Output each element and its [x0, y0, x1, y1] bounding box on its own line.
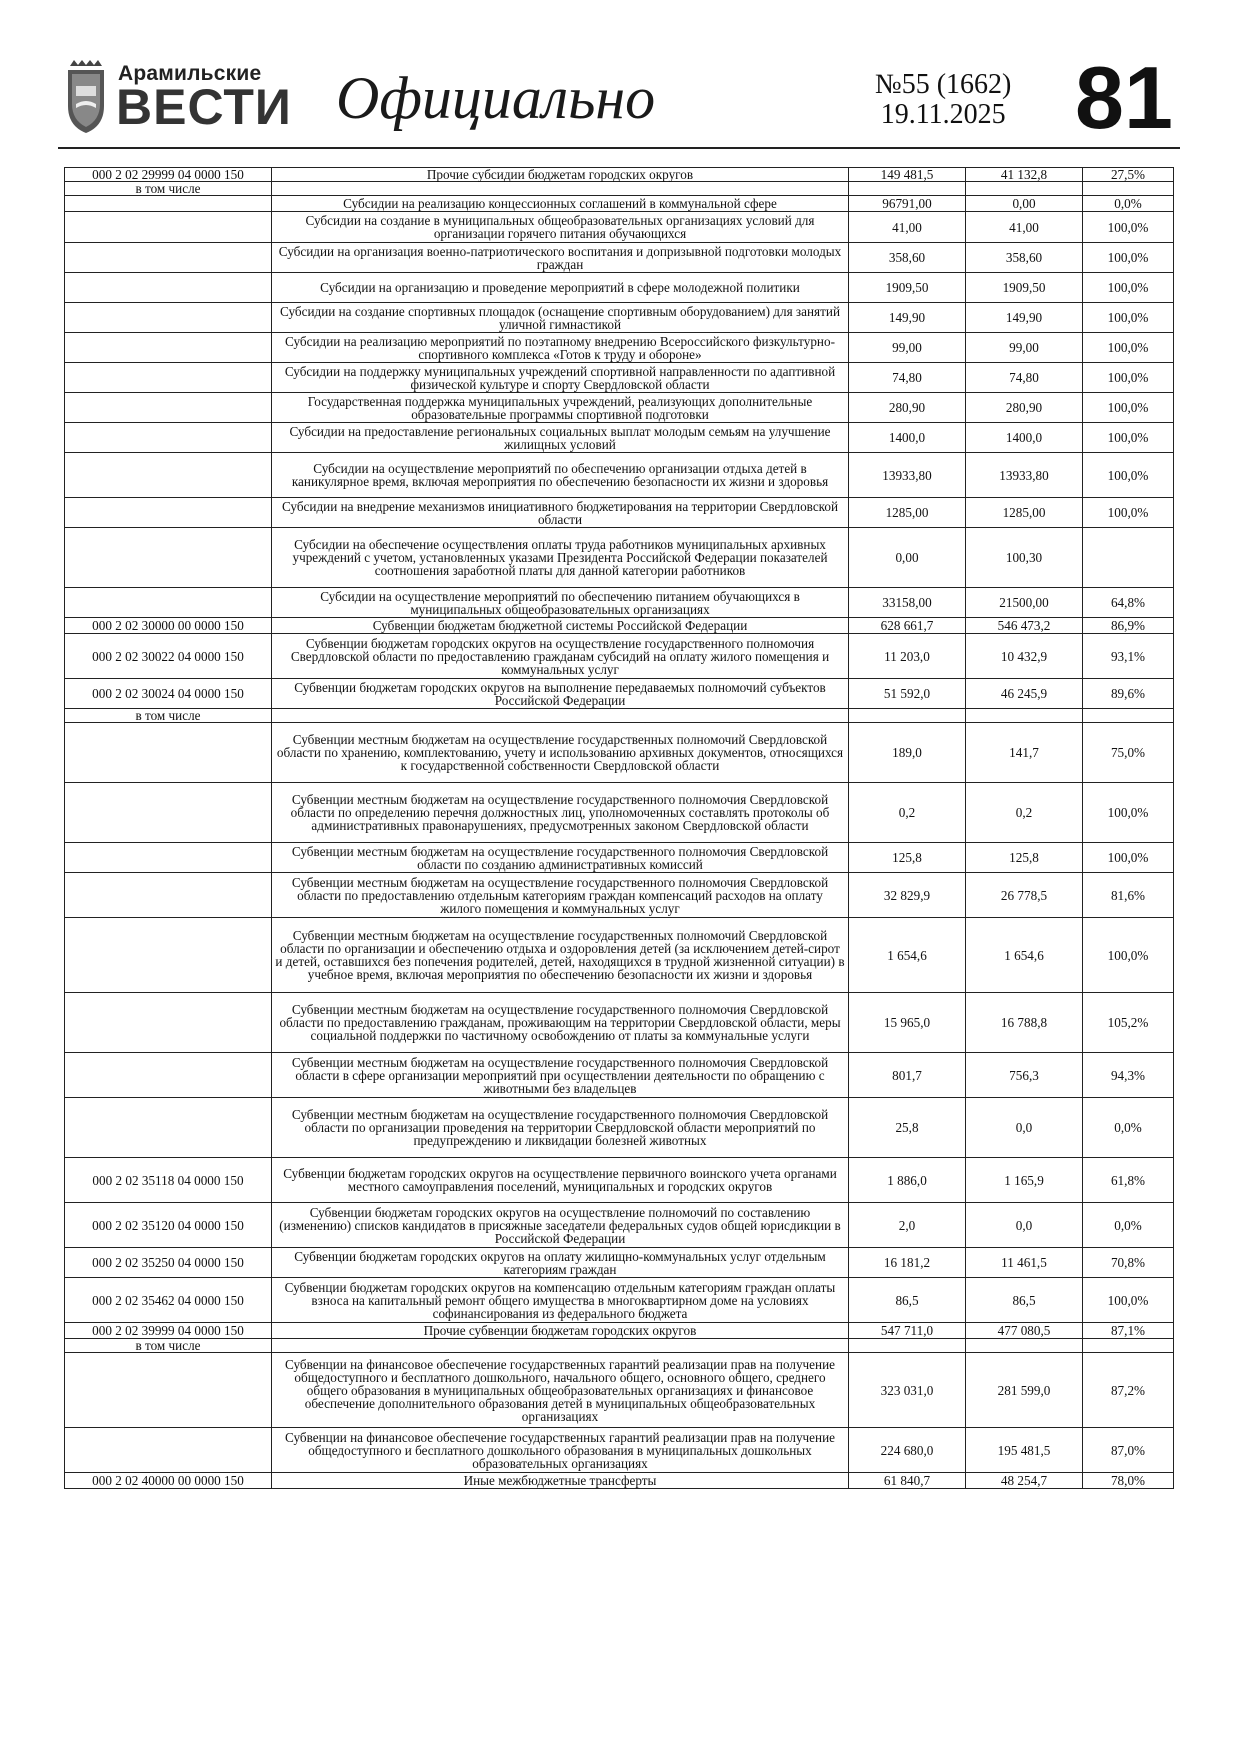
cell-pct: 105,2%	[1083, 993, 1174, 1053]
cell-pct: 89,6%	[1083, 679, 1174, 709]
cell-pct: 100,0%	[1083, 273, 1174, 303]
cell-v1: 86,5	[849, 1278, 966, 1323]
cell-code	[65, 918, 272, 993]
table-row	[65, 618, 1174, 634]
table-row	[65, 679, 1174, 709]
cell-pct: 94,3%	[1083, 1053, 1174, 1098]
cell-name: Субсидии на обеспечение осуществления оплаты труда работников муниципальных архивных учреждений с учетом, установленных указами Президента Российской Федерации показателей соотношения заработной платы для данной категории работников	[272, 528, 849, 588]
city-emblem-icon	[64, 60, 108, 134]
cell-v2: 41 132,8	[966, 168, 1083, 182]
table-row	[65, 709, 1174, 723]
cell-v2: 13933,80	[966, 453, 1083, 498]
cell-v2: 1400,0	[966, 423, 1083, 453]
cell-code: 000 2 02 29999 04 0000 150	[65, 168, 272, 182]
cell-v1: 61 840,7	[849, 1473, 966, 1489]
cell-v2: 125,8	[966, 843, 1083, 873]
table-row	[65, 918, 1174, 993]
cell-pct: 0,0%	[1083, 1098, 1174, 1158]
cell-v1: 16 181,2	[849, 1248, 966, 1278]
cell-pct: 81,6%	[1083, 873, 1174, 918]
cell-name: Субвенции местным бюджетам на осуществление государственного полномочия Свердловской области по организации проведения на территории Свердловской области мероприятий по предупреждению и ликвидации болезней животных	[272, 1098, 849, 1158]
table-row	[65, 843, 1174, 873]
cell-pct: 87,0%	[1083, 1428, 1174, 1473]
cell-v2: 141,7	[966, 723, 1083, 783]
cell-code: 000 2 02 35120 04 0000 150	[65, 1203, 272, 1248]
cell-v2: 46 245,9	[966, 679, 1083, 709]
cell-pct: 87,1%	[1083, 1323, 1174, 1339]
cell-code	[65, 783, 272, 843]
table-row	[65, 873, 1174, 918]
cell-name: Субвенции бюджетам городских округов на осуществление первичного воинского учета органами местного самоуправления поселений, муниципальных и городских округов	[272, 1158, 849, 1203]
table-row	[65, 1353, 1174, 1428]
cell-v1: 801,7	[849, 1053, 966, 1098]
cell-pct: 93,1%	[1083, 634, 1174, 679]
cell-v2: 0,0	[966, 1098, 1083, 1158]
issue-date: 19.11.2025	[880, 99, 1006, 130]
table-row	[65, 212, 1174, 243]
cell-v2: 280,90	[966, 393, 1083, 423]
cell-pct: 100,0%	[1083, 333, 1174, 363]
cell-code: 000 2 02 40000 00 0000 150	[65, 1473, 272, 1489]
cell-name: Субвенции бюджетам городских округов на компенсацию отдельным категориям граждан оплаты взноса на капитальный ремонт общего имущества в многоквартирном доме на условиях софинансирования из федерального бюджета	[272, 1278, 849, 1323]
cell-v1: 358,60	[849, 243, 966, 273]
cell-v1: 41,00	[849, 212, 966, 243]
cell-pct: 100,0%	[1083, 303, 1174, 333]
cell-v1: 149,90	[849, 303, 966, 333]
cell-name: Субвенции бюджетам городских округов на выполнение передаваемых полномочий субъектов Российской Федерации	[272, 679, 849, 709]
cell-v1: 323 031,0	[849, 1353, 966, 1428]
cell-code	[65, 303, 272, 333]
cell-v2: 1 654,6	[966, 918, 1083, 993]
cell-name: Субвенции на финансовое обеспечение государственных гарантий реализации прав на получение общедоступного и бесплатного дошкольного, начального общего, основного общего, среднего общего образования в муниципальных общеобразовательных организациях и финансовое обеспечение дополнительного образования детей в муниципальных общеобразовательных организациях	[272, 1353, 849, 1428]
cell-v1: 1 654,6	[849, 918, 966, 993]
cell-code: в том числе	[65, 709, 272, 723]
cell-v2: 1909,50	[966, 273, 1083, 303]
table-row	[65, 1428, 1174, 1473]
cell-name	[272, 182, 849, 196]
cell-v2: 195 481,5	[966, 1428, 1083, 1473]
cell-v1: 99,00	[849, 333, 966, 363]
cell-name: Субсидии на создание в муниципальных общеобразовательных организациях условий для организации горячего питания обучающихся	[272, 212, 849, 243]
cell-code	[65, 423, 272, 453]
cell-name: Субсидии на предоставление региональных социальных выплат молодым семьям на улучшение жилищных условий	[272, 423, 849, 453]
cell-pct: 86,9%	[1083, 618, 1174, 634]
cell-v1: 32 829,9	[849, 873, 966, 918]
cell-v2: 281 599,0	[966, 1353, 1083, 1428]
cell-code: 000 2 02 30024 04 0000 150	[65, 679, 272, 709]
table-row	[65, 1248, 1174, 1278]
cell-code: в том числе	[65, 182, 272, 196]
cell-name: Субсидии на реализацию мероприятий по поэтапному внедрению Всероссийского физкультурно-спортивного комплекса «Готов к труду и обороне»	[272, 333, 849, 363]
cell-pct: 100,0%	[1083, 212, 1174, 243]
budget-table-body	[65, 168, 1174, 1489]
cell-name: Субсидии на организацию и проведение мероприятий в сфере молодежной политики	[272, 273, 849, 303]
cell-pct: 100,0%	[1083, 783, 1174, 843]
cell-v2: 41,00	[966, 212, 1083, 243]
cell-name: Субвенции местным бюджетам на осуществление государственного полномочия Свердловской области в сфере организации мероприятий при осуществлении деятельности по обращению с животными без владельцев	[272, 1053, 849, 1098]
table-row	[65, 1053, 1174, 1098]
cell-v2: 1 165,9	[966, 1158, 1083, 1203]
table-row	[65, 1323, 1174, 1339]
cell-v2	[966, 709, 1083, 723]
cell-v1: 1400,0	[849, 423, 966, 453]
cell-pct: 100,0%	[1083, 1278, 1174, 1323]
cell-v1: 74,80	[849, 363, 966, 393]
cell-v2: 48 254,7	[966, 1473, 1083, 1489]
cell-name: Субсидии на реализацию концессионных соглашений в коммунальной сфере	[272, 196, 849, 212]
issue-number: №55 (1662)	[875, 69, 1012, 100]
cell-pct	[1083, 182, 1174, 196]
cell-v2: 756,3	[966, 1053, 1083, 1098]
cell-pct	[1083, 528, 1174, 588]
cell-v1: 125,8	[849, 843, 966, 873]
masthead	[60, 50, 1180, 146]
cell-name	[272, 709, 849, 723]
cell-code: 000 2 02 30022 04 0000 150	[65, 634, 272, 679]
cell-v1: 1 886,0	[849, 1158, 966, 1203]
cell-pct: 100,0%	[1083, 918, 1174, 993]
cell-pct: 100,0%	[1083, 498, 1174, 528]
cell-v1: 33158,00	[849, 588, 966, 618]
cell-v1	[849, 709, 966, 723]
cell-name: Субвенции местным бюджетам на осуществление государственного полномочия Свердловской области по предоставлению гражданам, проживающим на территории Свердловской области, меры социальной поддержки по частичному освобождению от платы за коммунальные услуги	[272, 993, 849, 1053]
cell-code: в том числе	[65, 1339, 272, 1353]
cell-code	[65, 1053, 272, 1098]
cell-pct: 0,0%	[1083, 1203, 1174, 1248]
cell-name: Прочие субсидии бюджетам городских округов	[272, 168, 849, 182]
cell-name: Субсидии на осуществление мероприятий по обеспечению питанием обучающихся в муниципальных общеобразовательных организациях	[272, 588, 849, 618]
cell-name: Субсидии на создание спортивных площадок (оснащение спортивным оборудованием) для занятий уличной гимнастикой	[272, 303, 849, 333]
table-row	[65, 783, 1174, 843]
cell-v2: 74,80	[966, 363, 1083, 393]
cell-v2: 0,2	[966, 783, 1083, 843]
table-row	[65, 528, 1174, 588]
cell-pct: 100,0%	[1083, 243, 1174, 273]
cell-code	[65, 993, 272, 1053]
cell-v2: 86,5	[966, 1278, 1083, 1323]
cell-v2: 26 778,5	[966, 873, 1083, 918]
cell-name: Субсидии на осуществление мероприятий по обеспечению организации отдыха детей в каникулярное время, включая мероприятия по обеспечению безопасности их жизни и здоровья	[272, 453, 849, 498]
cell-v1	[849, 182, 966, 196]
cell-code	[65, 196, 272, 212]
cell-pct: 75,0%	[1083, 723, 1174, 783]
cell-pct: 70,8%	[1083, 1248, 1174, 1278]
table-row	[65, 333, 1174, 363]
table-row	[65, 182, 1174, 196]
cell-v2: 546 473,2	[966, 618, 1083, 634]
cell-v2: 99,00	[966, 333, 1083, 363]
cell-v1: 1909,50	[849, 273, 966, 303]
cell-pct: 78,0%	[1083, 1473, 1174, 1489]
cell-code: 000 2 02 39999 04 0000 150	[65, 1323, 272, 1339]
cell-name: Субвенции бюджетам городских округов на осуществление полномочий по составлению (изменению) списков кандидатов в присяжные заседатели федеральных судов общей юрисдикции в Российской Федерации	[272, 1203, 849, 1248]
cell-name: Субвенции местным бюджетам на осуществление государственных полномочий Свердловской области по организации и обеспечению отдыха и оздоровления детей (за исключением детей-сирот и детей, оставшихся без попечения родителей, детей, находящихся в трудной жизненной ситуации) в учебное время, включая мероприятия по обеспечению безопасности их жизни и здоровья	[272, 918, 849, 993]
cell-v1: 149 481,5	[849, 168, 966, 182]
cell-v2: 149,90	[966, 303, 1083, 333]
cell-code	[65, 873, 272, 918]
cell-v2: 0,0	[966, 1203, 1083, 1248]
table-row	[65, 423, 1174, 453]
cell-code	[65, 1353, 272, 1428]
cell-v1: 1285,00	[849, 498, 966, 528]
cell-v2: 21500,00	[966, 588, 1083, 618]
header-divider	[58, 147, 1180, 149]
cell-pct: 100,0%	[1083, 423, 1174, 453]
cell-pct	[1083, 1339, 1174, 1353]
cell-v2: 477 080,5	[966, 1323, 1083, 1339]
cell-code	[65, 453, 272, 498]
cell-v2	[966, 182, 1083, 196]
table-row	[65, 993, 1174, 1053]
cell-v1: 11 203,0	[849, 634, 966, 679]
table-row	[65, 1098, 1174, 1158]
section-title: Официально	[336, 65, 656, 131]
table-row	[65, 588, 1174, 618]
table-row	[65, 1203, 1174, 1248]
cell-pct: 61,8%	[1083, 1158, 1174, 1203]
cell-name: Прочие субвенции бюджетам городских округов	[272, 1323, 849, 1339]
cell-code	[65, 498, 272, 528]
cell-name: Субвенции бюджетам городских округов на оплату жилищно-коммунальных услуг отдельным категориям граждан	[272, 1248, 849, 1278]
cell-name: Субвенции бюджетам бюджетной системы Российской Федерации	[272, 618, 849, 634]
cell-v2: 1285,00	[966, 498, 1083, 528]
table-row	[65, 634, 1174, 679]
cell-pct: 100,0%	[1083, 453, 1174, 498]
cell-pct	[1083, 709, 1174, 723]
page-number: 81	[1075, 48, 1173, 147]
budget-table	[64, 167, 1174, 1489]
logo-top-text: Арамильские	[118, 62, 262, 85]
cell-code: 000 2 02 35250 04 0000 150	[65, 1248, 272, 1278]
cell-v2: 358,60	[966, 243, 1083, 273]
cell-pct: 0,0%	[1083, 196, 1174, 212]
table-row	[65, 196, 1174, 212]
cell-pct: 87,2%	[1083, 1353, 1174, 1428]
table-row	[65, 273, 1174, 303]
cell-name: Субвенции местным бюджетам на осуществление государственного полномочия Свердловской области по определению перечня должностных лиц, уполномоченных составлять протоколы об административных правонарушениях, предусмотренных законом Свердловской области	[272, 783, 849, 843]
cell-code: 000 2 02 35118 04 0000 150	[65, 1158, 272, 1203]
table-row	[65, 1339, 1174, 1353]
cell-v1: 15 965,0	[849, 993, 966, 1053]
cell-v1: 25,8	[849, 1098, 966, 1158]
cell-v1: 51 592,0	[849, 679, 966, 709]
cell-v2: 0,00	[966, 196, 1083, 212]
table-row	[65, 453, 1174, 498]
cell-v1: 280,90	[849, 393, 966, 423]
cell-code	[65, 212, 272, 243]
cell-name: Иные межбюджетные трансферты	[272, 1473, 849, 1489]
cell-code	[65, 588, 272, 618]
cell-code	[65, 363, 272, 393]
cell-name: Субвенции местным бюджетам на осуществление государственного полномочия Свердловской области по созданию административных комиссий	[272, 843, 849, 873]
cell-v1	[849, 1339, 966, 1353]
cell-v1: 2,0	[849, 1203, 966, 1248]
cell-code: 000 2 02 35462 04 0000 150	[65, 1278, 272, 1323]
table-row	[65, 303, 1174, 333]
issue-info	[875, 70, 1011, 130]
table-row	[65, 498, 1174, 528]
cell-v2	[966, 1339, 1083, 1353]
table-row	[65, 1158, 1174, 1203]
cell-v1: 189,0	[849, 723, 966, 783]
cell-v2: 100,30	[966, 528, 1083, 588]
cell-v1: 224 680,0	[849, 1428, 966, 1473]
cell-code: 000 2 02 30000 00 0000 150	[65, 618, 272, 634]
cell-name	[272, 1339, 849, 1353]
table-row	[65, 363, 1174, 393]
cell-v1: 0,2	[849, 783, 966, 843]
cell-pct: 64,8%	[1083, 588, 1174, 618]
cell-code	[65, 1428, 272, 1473]
cell-v2: 16 788,8	[966, 993, 1083, 1053]
cell-name: Субсидии на организация военно-патриотического воспитания и допризывной подготовки молодых граждан	[272, 243, 849, 273]
cell-pct: 100,0%	[1083, 393, 1174, 423]
table-row	[65, 1473, 1174, 1489]
cell-code	[65, 273, 272, 303]
cell-name: Государственная поддержка муниципальных учреждений, реализующих дополнительные образовательные программы спортивной подготовки	[272, 393, 849, 423]
cell-code	[65, 333, 272, 363]
table-row	[65, 168, 1174, 182]
cell-code	[65, 1098, 272, 1158]
table-row	[65, 393, 1174, 423]
cell-v1: 13933,80	[849, 453, 966, 498]
cell-name: Субвенции на финансовое обеспечение государственных гарантий реализации прав на получение общедоступного и бесплатного дошкольного образования в муниципальных дошкольных образовательных организациях	[272, 1428, 849, 1473]
cell-name: Субвенции местным бюджетам на осуществление государственных полномочий Свердловской области по хранению, комплектованию, учету и использованию архивных документов, относящихся к государственной собственности Свердловской области	[272, 723, 849, 783]
cell-v1: 628 661,7	[849, 618, 966, 634]
cell-code	[65, 723, 272, 783]
cell-pct: 100,0%	[1083, 363, 1174, 393]
cell-v2: 11 461,5	[966, 1248, 1083, 1278]
cell-code	[65, 243, 272, 273]
cell-code	[65, 393, 272, 423]
cell-name: Субсидии на внедрение механизмов инициативного бюджетирования на территории Свердловской области	[272, 498, 849, 528]
cell-v2: 10 432,9	[966, 634, 1083, 679]
cell-name: Субсидии на поддержку муниципальных учреждений спортивной направленности по адаптивной физической культуре и спорту Свердловской области	[272, 363, 849, 393]
cell-v1: 96791,00	[849, 196, 966, 212]
table-row	[65, 243, 1174, 273]
cell-pct: 27,5%	[1083, 168, 1174, 182]
table-row	[65, 723, 1174, 783]
cell-code	[65, 528, 272, 588]
cell-v1: 0,00	[849, 528, 966, 588]
cell-name: Субвенции местным бюджетам на осуществление государственного полномочия Свердловской области по предоставлению отдельным категориям граждан компенсаций расходов на оплату жилого помещения и коммунальных услуг	[272, 873, 849, 918]
cell-name: Субвенции бюджетам городских округов на осуществление государственного полномочия Свердловской области по предоставлению гражданам субсидий на оплату жилого помещения и коммунальных услуг	[272, 634, 849, 679]
cell-code	[65, 843, 272, 873]
table-row	[65, 1278, 1174, 1323]
cell-pct: 100,0%	[1083, 843, 1174, 873]
cell-v1: 547 711,0	[849, 1323, 966, 1339]
logo-main-text: ВЕСТИ	[116, 79, 292, 135]
